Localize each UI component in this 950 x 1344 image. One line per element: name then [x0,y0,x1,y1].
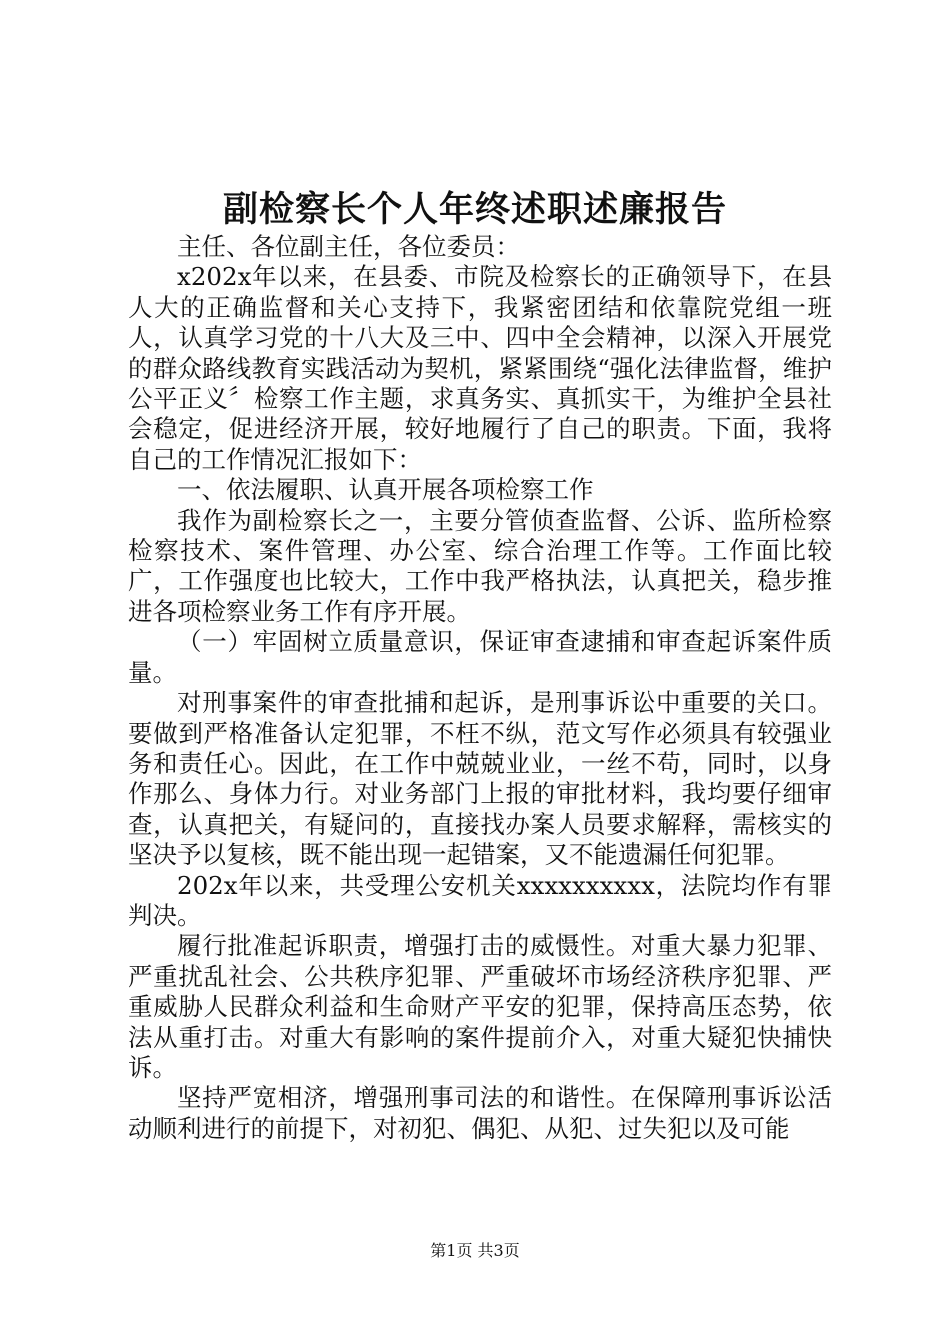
body-paragraph: 坚持严宽相济，增强刑事司法的和谐性。在保障刑事诉讼活动顺利进行的前提下，对初犯、偶犯、从犯、过失犯以及可能 [128,1083,832,1143]
document-title: 副检察长个人年终述职述廉报告 [222,189,727,230]
body-paragraph: 202x年以来，共受理公安机关xxxxxxxxxx，法院均作有罪判决。 [128,870,832,930]
intro-paragraph: x202x年以来，在县委、市院及检察长的正确领导下，在县人大的正确监督和关心支持下，我紧密团结和依靠院党组一班人，认真学习党的十八大及三中、四中全会精神，以深入开展党的群众路线教育实践活动为契机，紧紧围绕“强化法律监督，维护公平正义〞检察工作主题，求真务实、真抓实干，为维护全县社会稳定，促进经济开展，较好地履行了自己的职责。下面，我将自己的工作情况汇报如下： [128,262,832,474]
page-footer: 第1页 共3页 [430,1241,520,1260]
subsection-heading: （一）牢固树立质量意识，保证审查逮捕和审查起诉案件质量。 [128,627,832,687]
body-paragraph: 我作为副检察长之一，主要分管侦查监督、公诉、监所检察检察技术、案件管理、办公室、综合治理工作等。工作面比较广，工作强度也比较大，工作中我严格执法，认真把关，稳步推进各项检察业务工作有序开展。 [128,505,832,626]
section-heading: 一、依法履职、认真开展各项检察工作 [177,475,594,505]
body-paragraph: 履行批准起诉职责，增强打击的威慑性。对重大暴力犯罪、严重扰乱社会、公共秩序犯罪、严重破坏市场经济秩序犯罪、严重威胁人民群众利益和生命财产平安的犯罪，保持高压态势，依法从重打击。对重大有影响的案件提前介入，对重大疑犯快捕快诉。 [128,931,832,1082]
body-paragraph: 对刑事案件的审查批捕和起诉，是刑事诉讼中重要的关口。要做到严格准备认定犯罪，不枉不纵，范文写作必须具有较强业务和责任心。因此，在工作中兢兢业业，一丝不苟，同时，以身作那么、身体力行。对业务部门上报的审批材料，我均要仔细审查，认真把关，有疑问的，直接找办案人员要求解释，需核实的坚决予以复核，既不能出现一起错案，又不能遗漏任何犯罪。 [128,688,832,870]
salutation-paragraph: 主任、各位副主任，各位委员： [177,232,520,261]
document-body [128,232,832,1144]
